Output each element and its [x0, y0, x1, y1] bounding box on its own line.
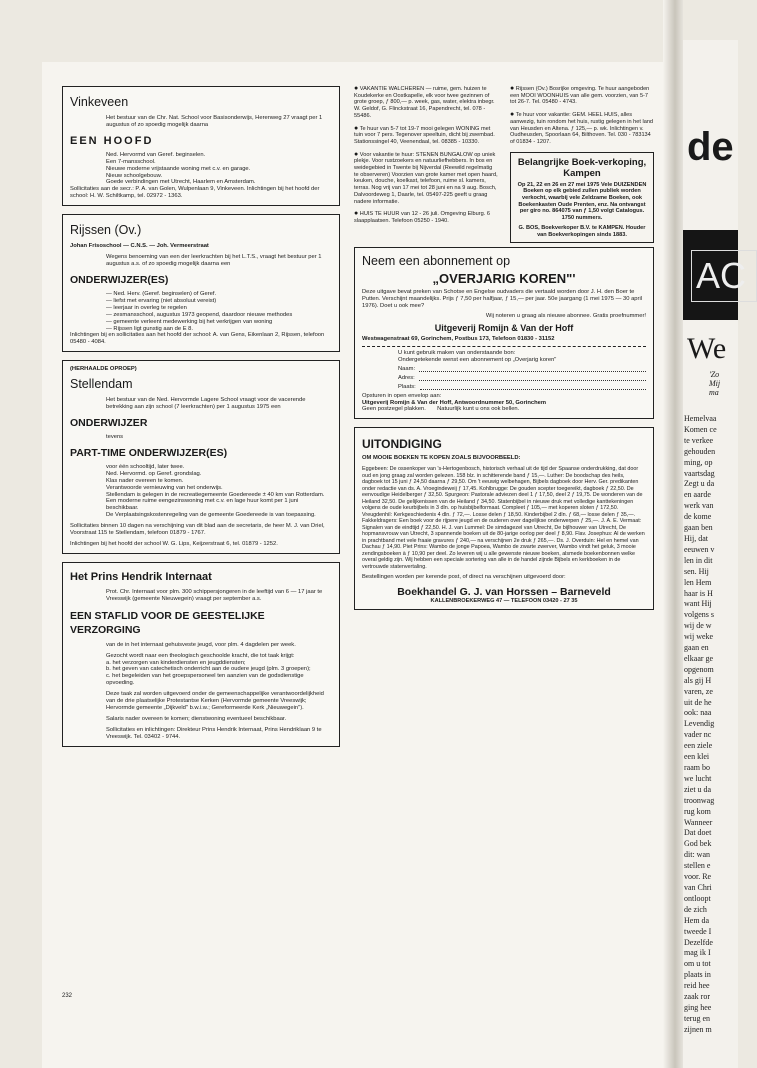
detail-line: Nieuwe moderne vrijstaande woning met c.v. en garage. [106, 165, 251, 172]
classified-ad: ● Te huur van 5-7 tot 19-7 mooi gelegen WONING met tuin voor 7 pers. Tegenover speeltuin, dicht bij zwembad. Stationssingel 40, Veenendaal, tel. 08385 - 10330. [354, 124, 495, 145]
position-title: ONDERWIJZER [70, 417, 148, 430]
article-line: opgenom [684, 664, 714, 674]
place-name: Rijssen (Ov.) [70, 223, 142, 238]
institution-name: Het Prins Hendrik Internaat [70, 570, 212, 583]
detail-line: Ned. Hervormd. op Geref. grondslag. [106, 470, 202, 477]
detail-line: De Verplaatsingskostenregeling van de gemeente Goedereede is van toepassing. [106, 512, 316, 519]
intro-text: Wegens benoeming van een der leerkrachten bij het L.T.S., vraagt het bestuur per 1 augustus a.s. of zo spoedig mogelijk daarna een [106, 254, 322, 268]
article-line: zaak ror [684, 992, 710, 1002]
bookshop-address: KALLENBROEKERWEG 47 — TELEFOON 03420 - 27 35 [430, 598, 578, 605]
coupon-field-name[interactable]: Naam: [398, 366, 646, 372]
article-line: Dat doet [684, 828, 712, 838]
detail-line: — zesmansschool, augustus 1973 geopend, daardoor nieuwe methodes [106, 311, 293, 318]
detail-line: Verantwoorde vernieuwing van het onderwijs. [106, 484, 223, 491]
article-line: tweede I [684, 926, 712, 936]
small-ads-left [354, 86, 498, 243]
detail-line: voor één schooltijd, later twee. [106, 463, 185, 470]
tevens-text: tevens [106, 434, 124, 441]
contact-text-2: Inlichtingen bij het hoofd der school W. G. Lips, Keijzerstraat 6, tel. 01879 - 1252. [70, 541, 278, 547]
article-line: len in dit [684, 555, 713, 565]
ad-prins-hendrik [62, 562, 340, 747]
article-line: troonwag [684, 795, 715, 805]
send-note: Geen postzegel plakken. Natuurlijk kunt u ons ook bellen. [362, 406, 520, 413]
classified-ad: ● HUIS TE HUUR van 12 - 26 juli. Omgeving Elburg. 6 slaapplaatsen. Telefoon 05250 - 1940. [354, 210, 490, 224]
position-title-2: PART-TIME ONDERWIJZER(ES) [70, 446, 228, 459]
magazine-title: „OVERJARIG KOREN"' [432, 271, 576, 287]
detail-line: — liefst met ervaring (niet absoluut vereist) [106, 297, 217, 304]
coupon-cut-line [362, 346, 646, 347]
small-ads-right [510, 86, 654, 243]
article-line: ook: naa [684, 708, 712, 718]
classified-ad: ● Rijssen (Ov.) Bosrijke omgeving. Te huur aangeboden een MOOI WOONHUIS van alle gem. voorzien, van 5-7 tot 26-7. Tel. 05480 - 4743. [510, 85, 650, 106]
article-line: elkaar ge [684, 653, 714, 663]
position-title: ONDERWIJZER(ES) [70, 273, 169, 286]
coupon-field-address[interactable]: Adres: [398, 375, 646, 381]
article-line: sen. Hij [684, 566, 709, 576]
article-line: een ziele [684, 741, 713, 751]
paragraph: Salaris nader overeen te komen; dienstwoning eventueel beschikbaar. [106, 715, 287, 722]
publisher-address: Westwagenstraat 69, Gorinchem, Postbus 173, Telefoon 01830 - 31152 [362, 335, 555, 342]
auction-text: Op 21, 22 en 26 en 27 mei 1975 Vele DUIZENDEN Boeken op elk gebied zullen publiek worden verkocht, waarbij vele Zeldzame Boeken, ook Boekenkasten Oude Prenten, enz. Na ontvangst per giro no. 864075 van ƒ 1,50 volgt Catalogus. 1750 nummers. [517, 181, 647, 222]
classified-ad: ● VAKANTIE WALCHEREN — ruime, gem. huizen te Koudekerke en Oostkapelle, elk voor twee gezinnen of grote groep, ƒ 800,— p. week, gas, water, elektra inbegr. W. Geldof, G. Flinckstraat 16, Papendrecht, tel. 078 - 55486. [354, 85, 495, 119]
classified-ad: ● Voor vakantie te huur: STENEN BUNGALOW op uniek plekje. Voor rustzoekers en natuurliefhebbers. In bos en weidegebied in Twente bij Nijverdal (Reewild regelmatig te observeren) Voorzien van grote kamer met open haard, keuken, douche, koelkast, telefoon, ruime sl. kamers, terras. Nog vrij van 17 mei tot 28 juni en na 9 aug. Bosch, Dalvoordeweg 1, Daarle, tel. 05497-225 geeft u graag nadere informatie. [354, 150, 498, 205]
ad-overjarig-koren [354, 247, 654, 419]
article-line: vaartsdag [684, 468, 715, 478]
article-line: Zegt u da [684, 479, 715, 489]
article-line: stellen e [684, 861, 711, 871]
invitation-title: UITONDIGING [362, 437, 442, 452]
invitation-subtitle: OM MOOIE BOEKEN TE KOPEN ZOALS BIJVOORBEELD: [362, 455, 521, 462]
publisher-name: Uitgeverij Romijn & Van der Hoff [434, 322, 574, 333]
detail-line: Een 7-mansschool. [106, 158, 156, 165]
article-line: Wanneer [684, 817, 713, 827]
article-line: eeuwen v [684, 544, 715, 554]
book-auction-ad [510, 152, 654, 244]
paragraph: van de in het internaat gehuisveste jeugd, voor plm. 4 dagdelen per week. [106, 641, 296, 648]
send-address: Uitgeverij Romijn & Van der Hoff, Antwoordnummer 50, Gorinchem [362, 399, 547, 406]
article-line: volgens s [684, 610, 714, 620]
contact-text: Sollicitaties binnen 10 dagen na verschijning van dit blad aan de secretaris, de heer M. J. van Driel, Voorstraat 115 te Stellendam, telefoon 01879 - 1767. [70, 523, 325, 537]
article-line: en aarde [684, 490, 711, 500]
article-line: zijnen m [684, 1024, 712, 1034]
article-line: raam bo [684, 763, 710, 772]
article-line: mag ik I [684, 948, 711, 958]
article-line: we lucht [684, 773, 712, 783]
book-list: Eggebeen: De ossenkoper van 's-Hertogenbosch, historisch verhaal uit de tijd der Spaanse onderdrukking, dat door oud en jong graag zal worden gelezen. 158 blz. in schitterende band ƒ 15,—. Luther: De boodschap des heils, dagboek tot 15 juni ƒ 24,50 daarna ƒ 29,50. Om 't eeuwig welbehagen, Bijbels dagboek door Herv. Ger. predikanten onder redactie van ds. A. Vroegindeweij ƒ 17,45. Kohlbrugge: De gouden scepter toegereikt, dagboek ƒ 22,50. De eenvoudige Heidelberger ƒ 32,50. Spurgeon: Pastorale adviezen deel 1 ƒ 17,50, deel 2 ƒ 19,75. De wonderen van de Heiland 32,50. De gelijkenissen van de Heiland ƒ 34,50. Statenbijbel in nieuwe druk met volledige kanttekeningen volgens de oude keurbijbels in 3 dln. op huisbijbelformaat. Compleet ƒ 105,— met koperen sloten ƒ 172,50. Vreugdenhil: Kerkgeschiedenis 4 dln. ƒ 72,—. Losse delen ƒ 18,50. Kinderbijbel 2 dln. ƒ 68,— losse delen ƒ 35,—. Fakkeldragers: Een boek voor de rijpere jeugd en de ouderen over dagelijkse onderwerpen ƒ 25,—. J. A. E. Vermaat: Signalen van de eindtijd ƒ 22,50. H. J. van Lummel: De simdagezel van Utrecht, De bijlhouwer van Utrecht, De hopmansvrouw van Utrecht, 3 spannende boeken uit de 80-jarige oorlog per deel ƒ 8,90. Flav. Josephus: Al de werken in prachtband met vele fraaie gravures ƒ 240,— na verschijnen 2e druk ƒ 265,—. Ds. J. Overduin: Hel en hemel van Dachau ƒ 14,90. Piet Prins: Wambo de jonge Papoea, Wambo de zwarte zwerver, Wambo vindt het geluk, 3 mooie zendingsboeken à ƒ 10,90 per deel. Zo leveren wij u alle gewenste nieuwe boeken, alsmede boekenbonnen welke overal geldig zijn. Wij hebben een speciale sortering van alle in de handel zijnde Bijbels en kerkboeken in de vertrouwde statenvertaling. [362, 466, 645, 570]
article-line: de zich [684, 904, 707, 914]
article-line: te verkee [684, 435, 714, 445]
article-line: om u tot [684, 959, 711, 969]
paragraph: Deze taak zal worden uitgevoerd onder de gemeenschappelijke verantwoordelijkheid van de drie plaatselijke Protestantse Kerken (Hervormde gemeente Vreeswijk; Hervormde gemeente „Dijkveld" b.w.i.w.; Gereformeerde Kerk „Nieuwegein"). [106, 691, 324, 711]
article-line: als gij H [684, 675, 712, 685]
detail-line: Stellendam is gelegen in de recreatiegemeente Goedereede ± 40 km van Rotterdam. [106, 491, 325, 498]
article-line: Komen ce [684, 424, 717, 434]
task-item: a. het verzorgen van kinderdiensten en jeugddiensten; [106, 659, 246, 666]
article-line: dit: wan [684, 850, 710, 860]
article-line: reid hee [684, 981, 710, 991]
place-name: Vinkeveen [70, 95, 129, 109]
subscribe-note: Wij noteren u graag als nieuwe abonnee. Gratis proefnummer! [485, 312, 646, 319]
right-column [354, 86, 654, 618]
classified-ad: ● Te huur voor vakantie: GEM. HEEL HUIS, alles aanwezig, tuin rondom het huis, rustig gelegen in het land van Heusden en Altena. ƒ 125,— p. wk. Inlichtingen v. Oudheusden, Spoorlaan 64, Bilthoven. Tel. 030 - 783134 of 01834 - 1207. [510, 111, 654, 145]
detail-line: — gemeente verleent medewerking bij het verkrijgen van woning [106, 318, 273, 325]
detail-line: Goede verbindingen met Utrecht, Haarlem en Amsterdam. [106, 179, 256, 186]
detail-line: Nieuw schoolgebouw. [106, 172, 163, 179]
article-line: Levendig [684, 719, 715, 729]
page-spine [663, 0, 683, 1068]
article-line: len Hem [684, 577, 712, 587]
article-line: vader nc [684, 730, 712, 740]
dark-banner [683, 230, 747, 320]
ad-rijssen [62, 214, 340, 352]
intro-text: Het bestuur van de Ned. Hervormde Lagere School vraagt voor de vacerende betrekking aan zijn school (7 leerkrachten) per 1 augustus 1975 een [106, 397, 306, 411]
article-title-fragment: We [687, 332, 727, 365]
magazine-description: Deze uitgave bevat preken van Schotse en Engelse oudvaders die vertaald worden door J. H. den Boer te Putten. Verschijnt maandelijks. Prijs ƒ 7,50 per halfjaar, ƒ 15,— per jaar. 50e jaargang (1 mei 1975 — 30 april 1976). Doet u ook mee? [362, 289, 643, 310]
small-ads [354, 86, 654, 243]
detail-line: Klas nader overeen te komen. [106, 477, 184, 484]
intro-text: Prot. Chr. Internaat voor plm. 300 schippersjongeren in de leeftijd van 6 — 17 jaar te Vreeswijk (gemeente Nieuwegein) vraagt per september a.s. [106, 588, 323, 602]
article-line: de kome [684, 512, 712, 522]
article-line: terug en [684, 1013, 710, 1023]
detail-line: — Ned. Herv. (Geref. beginselen) of Geref. [106, 290, 217, 297]
article-text-fragment [684, 414, 717, 1036]
task-item: c. het begeleiden van het groepspersoneel ten aanzien van de godsdienstige opvoeding. [106, 673, 304, 687]
subscribe-lead: Neem een abonnement op [362, 254, 511, 269]
detail-line: — leerjaar in overleg te regelen [106, 304, 187, 311]
right-page [683, 40, 747, 1068]
left-column [62, 86, 340, 755]
article-line: ming, op [684, 457, 713, 467]
article-line: gaan ben [684, 523, 713, 533]
article-line: gehouden [684, 446, 716, 456]
article-line: want Hij [684, 599, 712, 609]
article-line: God bek [684, 839, 712, 849]
position-title: EEN HOOFD [70, 134, 154, 147]
article-line: wij de w [684, 621, 712, 631]
article-line: wij weke [684, 632, 714, 642]
article-line: varen, ze [684, 686, 713, 696]
repeat-notice: (HERHAALDE OPROEP) [70, 366, 137, 373]
detail-line: Een moderne ruime eengezinswoning met c.v. en lage huur komt per 1 juni beschikbaar. [106, 498, 299, 512]
contact-text: Sollicitaties en inlichtingen: Direkteur Prins Hendrik Internaat, Prins Hendriklaan 9 te Vreeswijk. Tel. 03402 - 9744. [106, 726, 322, 740]
auction-title: Belangrijke Boek-verkoping, Kampen [517, 156, 647, 179]
bookshop-name: Boekhandel G. J. van Horssen – Barneveld [397, 586, 611, 599]
article-line: Hem da [684, 915, 710, 925]
auction-footer: G. BOS, Boekverkoper B.V. te KAMPEN. Houder van Boekverkopingen sinds 1883. [518, 224, 646, 238]
masthead-fragment: de [687, 125, 734, 169]
article-line: Hemelvaa [684, 414, 717, 423]
detail-line: — Rijssen ligt gunstig aan de E 8. [106, 325, 194, 332]
article-line: gaan en [684, 643, 709, 653]
page-number: 232 [62, 993, 73, 999]
send-instruction: Opsturen in open envelop aan: [362, 392, 442, 399]
detail-line: Ned. Hervormd van Geref. beginselen. [106, 151, 206, 158]
article-line: voor. Re [684, 872, 712, 882]
banner-text: AC [691, 250, 757, 302]
quote-fragment: 'Zo Mij ma [709, 370, 721, 397]
article-line: ziet u da [684, 784, 712, 794]
coupon-intro: U kunt gebruik maken van onderstaande bon: [398, 349, 516, 356]
school-name: Johan Frisoschool — C.N.S. — Joh. Vermeerstraat [70, 243, 209, 250]
ad-vinkeveen [62, 86, 340, 206]
order-note: Bestellingen worden per kerende post, of direct na verschijnen uitgevoerd door: [362, 574, 566, 581]
article-line: Hij, dat [684, 533, 708, 543]
article-line: ging hee [684, 1002, 712, 1012]
place-name: Stellendam [70, 377, 133, 392]
ad-uitnodiging [354, 427, 654, 610]
article-line: haar is H [684, 588, 713, 598]
contact-text: Sollicitaties aan de secr.: P. A. van Golen, Wulpenlaan 9, Vinkeveen. Inlichtingen bij het hoofd der school: H. W. Schiltkamp, tel. 02972 - 1363. [70, 186, 320, 200]
coupon-field-city[interactable]: Plaats: [398, 384, 646, 390]
article-line: een klei [684, 752, 710, 762]
article-line: plaats in [684, 970, 711, 980]
article-line: werk van [684, 501, 714, 511]
intro-text: Het bestuur van de Chr. Nat. School voor Basisonderwijs, Herenweg 27 vraagt per 1 augustus of zo spoedig mogelijk daarna [106, 115, 323, 128]
article-line: van Chri [684, 882, 712, 892]
task-item: b. het geven van catechetisch onderricht aan de oudere jeugd (plm. 3 groepen); [106, 666, 311, 673]
article-line: rug kom [684, 806, 711, 816]
ad-stellendam [62, 360, 340, 554]
paragraph: Gezocht wordt naar een theologisch geschoolde kracht, die tot taak krijgt: [106, 652, 295, 659]
article-line: ontloopt [684, 893, 711, 903]
article-line: Dezelfde [684, 937, 713, 947]
position-title: EEN STAFLID VOOR DE GEESTELIJKE VERZORGING [70, 609, 265, 636]
contact-text: Inlichtingen bij en sollicitaties aan het hoofd der school: A. van Gens, Eikenlaan 2, Rijssen, telefoon 05480 - 4084. [70, 332, 325, 346]
coupon-statement: Ondergetekende wenst een abonnement op „Overjarig koren" [398, 356, 557, 363]
article-line: uit de he [684, 697, 712, 707]
